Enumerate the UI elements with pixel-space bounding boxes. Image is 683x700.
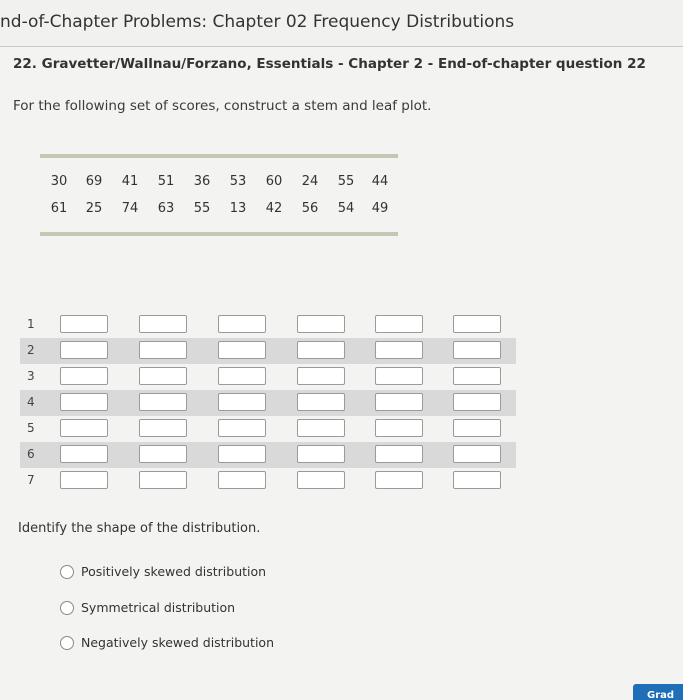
stem-row (20, 364, 516, 390)
stem-label: 4 (27, 395, 35, 409)
scores-row (40, 174, 398, 194)
stem-label: 6 (27, 447, 35, 461)
leaf-input[interactable] (60, 445, 108, 463)
score-cell: 42 (265, 201, 283, 216)
stem-row (20, 390, 516, 416)
score-cell: 61 (50, 201, 68, 216)
leaf-input[interactable] (139, 367, 187, 385)
score-cell: 51 (157, 174, 175, 189)
leaf-input[interactable] (297, 471, 345, 489)
score-cell: 60 (265, 174, 283, 189)
stem-row (20, 442, 516, 468)
leaf-input[interactable] (139, 471, 187, 489)
leaf-input[interactable] (60, 419, 108, 437)
leaf-input[interactable] (60, 471, 108, 489)
shape-question-prompt: Identify the shape of the distribution. (18, 521, 261, 536)
leaf-input[interactable] (297, 367, 345, 385)
leaf-input[interactable] (453, 419, 501, 437)
leaf-input[interactable] (453, 393, 501, 411)
leaf-input[interactable] (453, 315, 501, 333)
score-cell: 55 (337, 174, 355, 189)
option-label: Negatively skewed distribution (81, 635, 274, 650)
score-cell: 24 (301, 174, 319, 189)
score-cell: 56 (301, 201, 319, 216)
stem-label: 3 (27, 369, 35, 383)
stem-row (20, 312, 516, 338)
leaf-input[interactable] (60, 393, 108, 411)
leaf-input[interactable] (218, 419, 266, 437)
score-cell: 13 (229, 201, 247, 216)
stem-row (20, 468, 516, 494)
stem-row (20, 416, 516, 442)
leaf-input[interactable] (139, 419, 187, 437)
leaf-input[interactable] (375, 367, 423, 385)
grade-button[interactable]: Grad (633, 684, 683, 700)
leaf-input[interactable] (297, 315, 345, 333)
score-cell: 41 (121, 174, 139, 189)
leaf-input[interactable] (297, 445, 345, 463)
page-header (0, 0, 683, 47)
leaf-input[interactable] (60, 367, 108, 385)
stem-leaf-table (20, 312, 516, 494)
leaf-input[interactable] (218, 315, 266, 333)
stem-row (20, 338, 516, 364)
radio-button[interactable] (60, 636, 74, 650)
leaf-input[interactable] (218, 445, 266, 463)
score-cell: 69 (85, 174, 103, 189)
leaf-input[interactable] (218, 341, 266, 359)
stem-label: 1 (27, 317, 35, 331)
leaf-input[interactable] (453, 367, 501, 385)
leaf-input[interactable] (453, 445, 501, 463)
leaf-input[interactable] (60, 315, 108, 333)
stem-label: 7 (27, 473, 35, 487)
leaf-input[interactable] (139, 445, 187, 463)
page-title: nd-of-Chapter Problems: Chapter 02 Frequency Distributions (0, 12, 515, 32)
score-cell: 30 (50, 174, 68, 189)
score-cell: 74 (121, 201, 139, 216)
leaf-input[interactable] (139, 341, 187, 359)
score-cell: 53 (229, 174, 247, 189)
leaf-input[interactable] (453, 341, 501, 359)
leaf-input[interactable] (297, 419, 345, 437)
score-cell: 49 (371, 201, 389, 216)
leaf-input[interactable] (375, 445, 423, 463)
score-cell: 63 (157, 201, 175, 216)
stem-label: 5 (27, 421, 35, 435)
radio-button[interactable] (60, 601, 74, 615)
stem-label: 2 (27, 343, 35, 357)
leaf-input[interactable] (60, 341, 108, 359)
leaf-input[interactable] (375, 419, 423, 437)
score-cell: 54 (337, 201, 355, 216)
question-title: 22. Gravetter/Wallnau/Forzano, Essentials - Chapter 2 - End-of-chapter question 22 (13, 56, 646, 72)
scores-row (40, 201, 398, 221)
question-instruction: For the following set of scores, construct a stem and leaf plot. (13, 98, 432, 114)
leaf-input[interactable] (297, 341, 345, 359)
score-cell: 44 (371, 174, 389, 189)
option-label: Positively skewed distribution (81, 564, 267, 579)
leaf-input[interactable] (218, 393, 266, 411)
leaf-input[interactable] (375, 471, 423, 489)
leaf-input[interactable] (218, 367, 266, 385)
option-label: Symmetrical distribution (81, 599, 236, 615)
scores-table (40, 154, 398, 236)
leaf-input[interactable] (375, 315, 423, 333)
score-cell: 55 (193, 201, 211, 216)
score-cell: 36 (193, 174, 211, 189)
radio-button[interactable] (60, 565, 74, 579)
leaf-input[interactable] (297, 393, 345, 411)
leaf-input[interactable] (375, 393, 423, 411)
score-cell: 25 (85, 201, 103, 216)
leaf-input[interactable] (218, 471, 266, 489)
leaf-input[interactable] (139, 315, 187, 333)
leaf-input[interactable] (453, 471, 501, 489)
leaf-input[interactable] (139, 393, 187, 411)
leaf-input[interactable] (375, 341, 423, 359)
